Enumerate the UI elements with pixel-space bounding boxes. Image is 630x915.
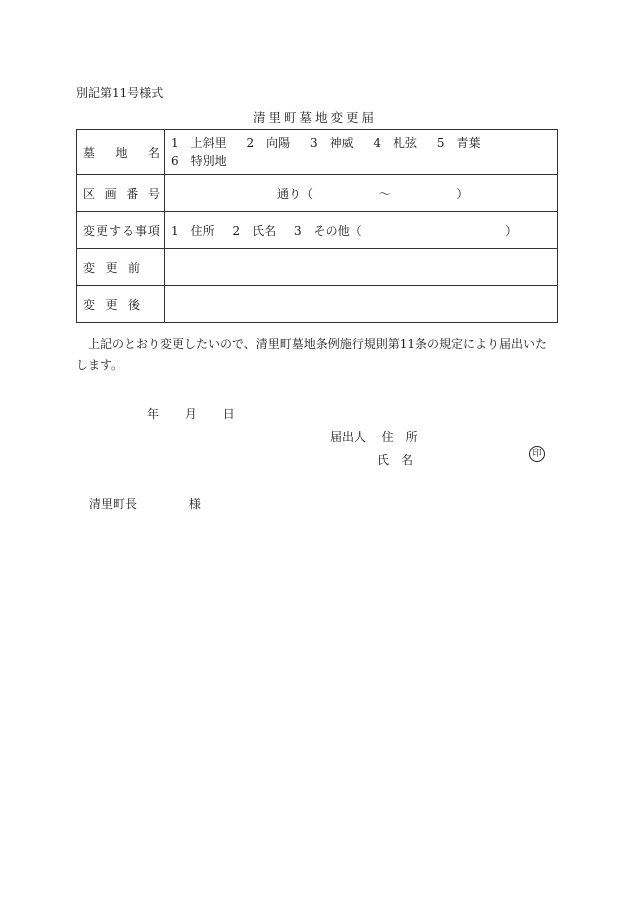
grave-options-cell[interactable]: [165, 130, 558, 175]
name-label: 氏 名: [377, 453, 414, 467]
block-number-field[interactable]: [165, 175, 558, 212]
change-row: [77, 212, 558, 249]
grave-option-6[interactable]: 6 特別地: [171, 154, 227, 168]
date-month: 月: [184, 407, 197, 421]
block-label: 区 画 番 号: [83, 186, 160, 201]
after-label-cell: [77, 286, 165, 323]
change-option-address[interactable]: 1 住所: [171, 223, 215, 238]
before-row: [77, 249, 558, 286]
grave-option-3[interactable]: 3 神威: [309, 136, 354, 150]
change-option-name[interactable]: 2 氏名: [232, 223, 277, 238]
applicant-label: 届出人: [330, 430, 367, 444]
date-year: 年: [147, 407, 160, 421]
statement-text: 上記のとおり変更したいので、清里町墓地条例施行規則第11条の規定により届出いたします。: [76, 337, 548, 372]
after-field[interactable]: [165, 286, 558, 323]
grave-label-cell: [77, 130, 165, 175]
after-label: 変 更 後: [83, 297, 140, 312]
grave-option-2[interactable]: 2 向陽: [246, 136, 291, 150]
change-option-close: ）: [505, 223, 518, 238]
grave-option-5[interactable]: 5 青葉: [436, 136, 481, 150]
grave-options: [171, 134, 551, 152]
grave-options-line2: [171, 152, 551, 170]
block-label-cell: [77, 175, 165, 212]
grave-row: [77, 130, 558, 175]
seal-icon: 印: [529, 446, 545, 462]
change-option-other[interactable]: 3 その他（: [293, 223, 362, 238]
applicant-address-line[interactable]: [330, 428, 418, 445]
block-tilde: ～: [378, 186, 391, 201]
addressee-line: [89, 495, 201, 512]
address-label: 住 所: [381, 430, 418, 444]
addressee-name: 清里町長: [89, 497, 138, 511]
block-prefix: 通り（: [277, 186, 314, 201]
date-line[interactable]: [147, 405, 257, 422]
block-row: [77, 175, 558, 212]
form-table: [76, 129, 558, 323]
grave-label: 墓 地 名: [83, 145, 160, 160]
applicant-name-line[interactable]: [377, 451, 413, 468]
grave-option-4[interactable]: 4 札弦: [373, 136, 418, 150]
grave-option-1[interactable]: 1 上斜里: [171, 136, 227, 150]
form-title: 清里町墓地変更届: [252, 110, 377, 125]
date-day: 日: [222, 407, 235, 421]
addressee-honorific: 様: [188, 497, 201, 511]
after-row: [77, 286, 558, 323]
before-label: 変 更 前: [83, 260, 140, 275]
change-label: 変 更 す る 事 項: [83, 223, 160, 238]
before-label-cell: [77, 249, 165, 286]
before-field[interactable]: [165, 249, 558, 286]
block-suffix: ）: [456, 186, 469, 201]
form-number: 別記第11号様式: [76, 86, 164, 100]
change-label-cell: [77, 212, 165, 249]
change-options-cell[interactable]: [165, 212, 558, 249]
